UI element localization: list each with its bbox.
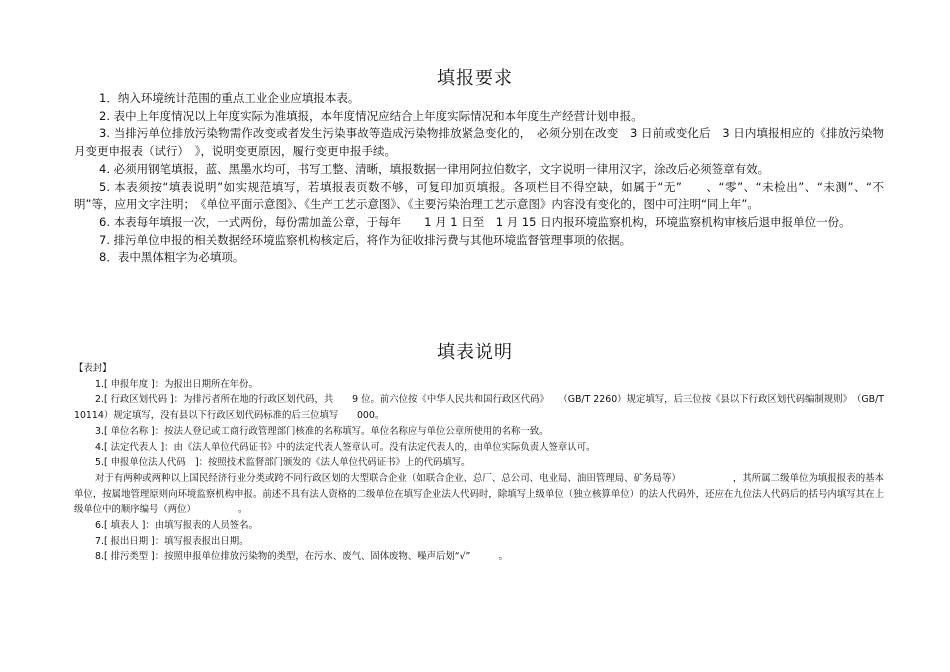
requirements-list [74,90,884,267]
explanation-list [74,361,884,565]
explanation-item: 对于有两种或两种以上国民经济行业分类或跨不同行政区划的大型联合企业（如联合企业、总厂、总公司、电业局、油田管理局、矿务局等） ，其所属二级单位为填报报表的基本单位，按属地管理原则向环境监察机构申报。前述不具有法人资格的二级单位在填写企业法人代码时，除填写上级单位（独立核算单位）的法人代码外，还应在九位法人代码后的括号内填写其在上级单位中的顺序编号（两位） 。 [74,472,884,516]
requirement-item: 3. 当排污单位排放污染物需作改变或者发生污染事故等造成污染物排放紧急变化的， 必须分别在改变 3 日前或变化后 3 日内填报相应的《排放污染物月变更申报表（试行） 》，说明变更原因，履行变更申报手续。 [74,126,884,159]
explanation-item: 8.[ 排污类型 ]：按照申报单位排放污染物的类型，在污水、废气、固体废物、噪声后划“√” 。 [95,551,508,563]
explanation-item: 2.[ 行政区划代码 ]：为排污者所在地的行政区划代码，共 9 位。前六位按《中华人民共和国行政区代码》 （GB/T 2260）规定填写，后三位按《县以下行政区划代码编制规则》 （GB/T 10114）规定填写，没有县以下行政区划代码标准的后三位填写 000。 [74,394,884,422]
requirement-item: 2. 表中上年度情况以上年度实际为准填报，本年度情况应结合上年度实际情况和本年度生产经营计划申报。 [99,108,643,123]
requirement-item: 6. 本表每年填报一次，一式两份，每份需加盖公章，于每年 1 月 1 日至 1 月 15 日内报环境监察机构，环境监察机构审核后退申报单位一份。 [99,214,851,229]
requirement-item: 7. 排污单位申报的相关数据经环境监察机构核定后，将作为征收排污费与其他环境监督管理事项的依据。 [99,232,632,247]
explanation-item: 5.[ 申报单位法人代码 ]：按照技术监督部门颁发的《法人单位代码证书》上的代码填写。 [95,457,471,469]
explanation-item: 7.[ 报出日期 ]：填写报表报出日期。 [95,535,249,547]
requirement-item: 1．纳入环境统计范围的重点工业企业应填报本表。 [99,91,360,105]
explanation-item: 3.[ 单位名称 ]：按法人登记或工商行政管理部门核准的名称填写。单位名称应与单位公章所使用的名称一致。 [95,425,549,437]
section-label: 【表封】 [74,363,112,374]
requirement-item: 8．表中黑体粗字为必填项。 [99,250,245,265]
requirement-item: 4. 必须用钢笔填报，蓝、黑墨水均可，书写工整、清晰，填报数据一律用阿拉伯数字，文字说明一律用汉字，涂改后必须签章有效。 [99,161,770,176]
explanation-item: 4.[ 法定代表人 ]：由《法人单位代码证书》中的法定代表人签章认可。没有法定代表人的，由单位实际负责人签章认可。 [95,441,596,453]
requirement-item: 5. 本表须按“填表说明”如实规范填写，若填报表页数不够，可复印加页填报。各项栏目不得空缺，如属于“无” 、“零”、“未检出”、“未测”、“不明”等，应用文字注明； 《单位平面示意图》、《生产工艺示意图》、《主要污染治理工艺示意图》内容没有变化的，图中可注明“同上年”。 [74,179,884,212]
explanation-item: 6.[ 填表人 ]：由填写报表的人员签名。 [95,520,258,532]
explanation-title: 填表说明 [437,342,513,363]
requirements-title: 填报要求 [437,68,513,89]
explanation-item: 1.[ 申报年度 ]：为报出日期所在年份。 [95,378,258,390]
